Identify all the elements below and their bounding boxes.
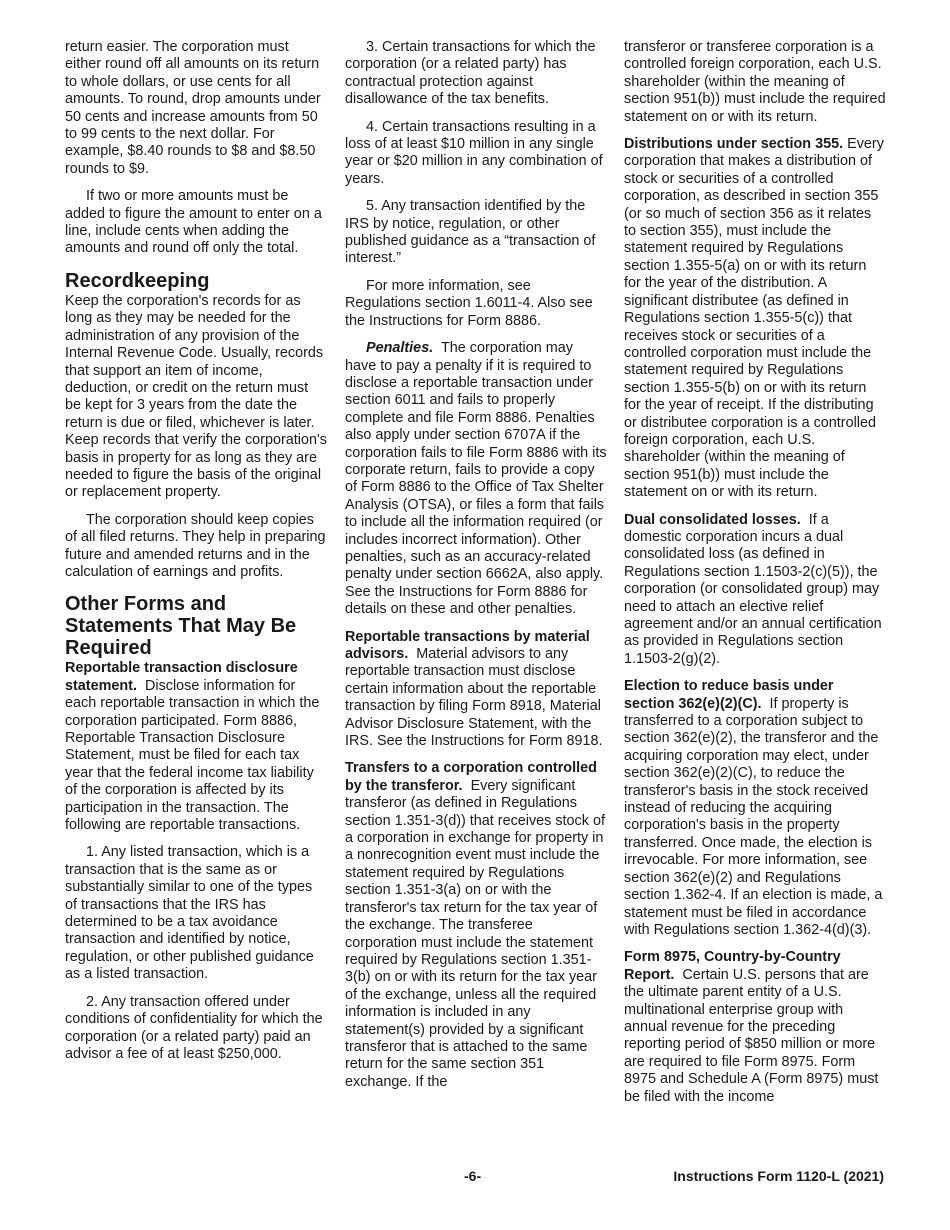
penalties-text: The corporation may have to pay a penalty if it is required to disclose a reportable transaction under section 6011 and fails to properly complete and file Form 8886. Penalties also apply under section 6707A if the corporation fails to file Form 8886 with its corporate return, fails to provide a copy of Form 8886 to the Office of Tax Shelter Analysis (OTSA), or files a form that fails to include all the information required (or includes incorrect information). Other penalties, such as an accuracy-related penalty under section 6662A, also apply. See the Instructions for Form 8886 for details on these and other penalties. [345, 340, 607, 618]
transfers-text: Every significant transferor (as defined in Regulations section 1.351-3(d)) that receives stock of a corporation in exchange for property in a nonrecognition event must include the statement required by Regulations section 1.351-3(a) on or with the transferor's tax return for the tax year of the exchange. The transferee corporation must include the statement required by Regulations section 1.351-3(b) on or with its return for the tax year of the exchange, unless all the required information is included in any statement(s) provided by a significant transferor that is attached to the same return for the same section 351 exchange. If the [345, 777, 605, 1090]
paragraph-cents: If two or more amounts must be added to figure the amount to enter on a line, include cents when adding the amounts and round off only the total. [65, 188, 322, 257]
disclosure-text: Disclose information for each reportable transaction in which the corporation participated. Form 8886, Reportable Transaction Disclosure Statement, must be filed for each tax year that the federal income tax liability of the corporation is affected by its participation in the transaction. The following are reportable transactions. [65, 677, 320, 834]
run-in-heading-dual-losses: Dual consolidated losses. [624, 511, 801, 528]
paragraph-copies: The corporation should keep copies of all filed returns. They help in preparing future and amended returns and in the calculation of earnings and profits. [65, 511, 326, 580]
column-2 [345, 39, 607, 1101]
heading-recordkeeping: Recordkeeping [65, 269, 210, 292]
run-in-heading-disclosure: Reportable transaction disclosure statement. [65, 660, 298, 694]
list-item-5: 5. Any transaction identified by the IRS by notice, regulation, or other published guidance as a “transaction of interest.” [345, 198, 596, 267]
run-in-heading-transfers: Transfers to a corporation controlled by the transferor. [345, 760, 597, 794]
paragraph-rounding: return easier. The corporation must either round off all amounts on its return to whole dollars, or use cents for all amounts. To round, drop amounts under 50 cents and increase amounts from 50 to 99 cents to the next dollar. For example, $8.40 rounds to $8 and $8.50 rounds to $9. [65, 39, 321, 177]
heading-other-forms: Other Forms and Statements That May Be Required [65, 593, 297, 660]
paragraph-more-info: For more information, see Regulations section 1.6011-4. Also see the Instructions for Form 8886. [345, 277, 593, 329]
paragraph-disclosure [65, 660, 327, 834]
paragraph-distributions [624, 136, 886, 502]
page-footer-title: Instructions Form 1120-L (2021) [673, 1168, 884, 1184]
paragraph-penalties [345, 340, 607, 619]
column-1 [65, 39, 327, 1073]
run-in-heading-distributions: Distributions under section 355. [624, 136, 844, 153]
paragraph-transfer-continued: transferor or transferee corporation is a controlled foreign corporation, each U.S. shareholder (within the meaning of section 951(b)) must include the required statement on or with its return. [624, 39, 886, 125]
form-8975-text: Certain U.S. persons that are the ultimate parent entity of a U.S. multinational enterprise group with annual revenue for the preceding reporting period of $850 million or more are required to file Form 8975. Form 8975 and Schedule A (Form 8975) must be filed with the income [624, 966, 879, 1105]
list-item-2: 2. Any transaction offered under conditions of confidentiality for which the corporation (or a related party) paid an advisor a fee of at least $250,000. [65, 993, 323, 1062]
dual-losses-text: If a domestic corporation incurs a dual consolidated loss (as defined in Regulations section 1.1503-2(c)(5)), the corporation (or consolidated group) may need to attach an elective relief agreement and/or an annual certification as provided in Regulations section 1.1503-2(g)(2). [624, 511, 882, 667]
distributions-text: Every corporation that makes a distribution of stock or securities of a controlled corporation, as described in section 355 (or so much of section 356 as it relates to section 355), must include the statement required by Regulations section 1.355-5(a) on or with its return for the year of the distribution. A significant distributee (as defined in Regulations section 1.355-5(c)) that receives stock or securities of a controlled corporation must include the statement required by Regulations section 1.355-5(b) on or with its return for the year of receipt. If the distributing or distributee corporation is a controlled foreign corporation, each U.S. shareholder (within the meaning of section 951(b)) must include the statement on or with its return. [624, 136, 884, 501]
paragraph-transfers [345, 760, 607, 1091]
run-in-heading-penalties: Penalties. [366, 340, 434, 357]
list-item-1: 1. Any listed transaction, which is a transaction that is the same as or substantially similar to one of the types of transactions that the IRS has determined to be a tax avoidance transaction and identified by notice, regulation, or other published guidance as a listed transaction. [65, 844, 314, 983]
page-number: -6- [464, 1168, 482, 1184]
paragraph-material-advisors [345, 629, 607, 751]
list-item-4: 4. Certain transactions resulting in a loss of at least $10 million in any single year or $20 million in any combination of years. [345, 118, 603, 187]
election-text: If property is transferred to a corporation subject to section 362(e)(2), the transferor and the acquiring corporation may elect, under section 362(e)(2)(C), to reduce the transferor's basis in the stock received instead of reducing the acquiring corporation's basis in the property transferred. Once made, the election is irrevocable. For more information, see section 362(e)(2) and Regulations section 1.362-4. If an election is made, a statement must be filed in accordance with Regulations section 1.362-4(d)(3). [624, 695, 883, 938]
paragraph-form-8975 [624, 949, 886, 1106]
list-item-3: 3. Certain transactions for which the corporation (or a related party) has contractual protection against disallowance of the tax benefits. [345, 39, 596, 108]
run-in-heading-material-advisors: Reportable transactions by material advisors. [345, 628, 590, 662]
material-advisors-text: Material advisors to any reportable transaction must disclose certain information about the reportable transaction by filing Form 8918, Material Advisor Disclosure Statement, with the IRS. See the Instructions for Form 8918. [345, 646, 603, 750]
paragraph-records: Keep the corporation's records for as long as they may be needed for the administration of any provision of the Internal Revenue Code. Usually, records that support an item of income, deduction, or credit on the return must be kept for 3 years from the date the return is due or filed, whichever is later. Keep records that verify the corporation's basis in property for as long as they are needed to figure the basis of the original or replacement property. [65, 292, 327, 501]
run-in-heading-election: Election to reduce basis under section 362(e)(2)(C). [624, 678, 834, 712]
paragraph-election [624, 678, 886, 939]
column-3 [624, 39, 886, 1116]
run-in-heading-form-8975: Form 8975, Country-by-Country Report. [624, 949, 841, 983]
paragraph-dual-losses [624, 512, 886, 669]
